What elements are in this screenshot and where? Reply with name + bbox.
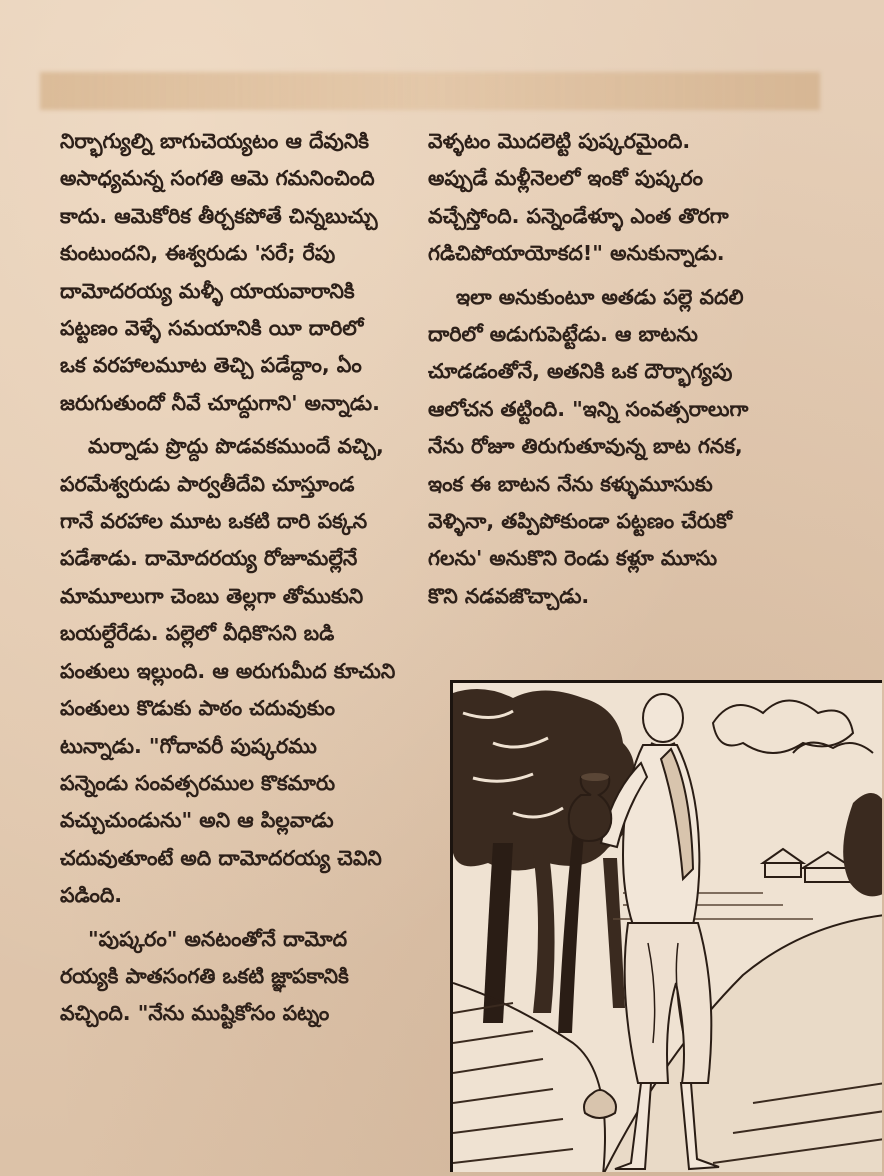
left-paragraph-2: మర్నాడు ప్రొద్దు పొడవకముందే వచ్చి, పరమేశ్వరుడు పార్వతీదేవి చూస్తూండ గానే వరహాల మూట ఒకటి దారి పక్కన పడేశాడు. దామోదరయ్య రోజూమల్లేనే మామూలుగా చెంబు తెల్లగా తోముకుని బయల్దేరేడు. పల్లెలో వీధికొసని బడి పంతులు ఇల్లుంది. ఆ అరుగుమీద కూచుని పంతులు కొడుకు పాఠం చదువుకుం టున్నాడు. "గోదావరీ పుష్కరము పన్నెండు సంవత్సరముల కొకమారు వచ్చుచుండును" అని ఆ పిల్లవాడు చదువుతూంటే అది దామోదరయ్య చెవిని పడింది. xyxy=(60,434,396,908)
right-text-column xyxy=(428,123,788,643)
brahmin-walking-illustration xyxy=(450,680,882,1172)
left-text-column xyxy=(60,123,412,1043)
left-paragraph-3: "పుష్కరం" అనటంతోనే దామోద రయ్యకి పాతసంగతి ఒకటి జ్ఞాపకానికి వచ్చింది. "నేను ముష్టికోసం పట్నం xyxy=(60,926,349,1026)
right-paragraph-1: వెళ్ళటం మొదలెట్టి పుష్కరమైంది. అప్పుడే మళ్లీనెలలో ఇంకో పుష్కరం వచ్చేస్తోంది. పన్నెండేళ్ళూ ఎంత తొరగా గడిచిపోయాయోకద!" అనుకున్నాడు. xyxy=(428,129,729,266)
right-paragraph-2: ఇలా అనుకుంటూ అతడు పల్లె వదలి దారిలో అడుగుపెట్టేడు. ఆ బాటను చూడడంతోనే, అతనికి ఒక దౌర్భాగ్యపు ఆలోచన తట్టింది. "ఇన్ని సంవత్సరాలుగా నేను రోజూ తిరుగుతూవున్న బాట గనక, ఇంక ఈ బాటన నేను కళ్ళుమూసుకు వెళ్ళినా, తప్పిపోకుండా పట్టణం చేరుకో గలను' అనుకొని రెండు కళ్లూ మూసు కొని నడవజొచ్చాడు. xyxy=(428,284,749,608)
brahmin-walking-with-pot-icon xyxy=(453,683,882,1172)
left-paragraph-1: నిర్భాగ్యుల్ని బాగుచెయ్యటం ఆ దేవునికి అసాధ్యమన్న సంగతి ఆమె గమనించింది కాదు. ఆమెకోరిక తీర్చకపోతే చిన్నబుచ్చు కుంటుందని, ఈశ్వరుడు 'సరే; రేపు దామోదరయ్య మళ్ళీ యాయవారానికి పట్టణం వెళ్ళే సమయానికి యీ దారిలో ఒక వరహాలమూట తెచ్చి పడేద్దాం, ఏం జరుగుతుందో నీవే చూద్దుగాని' అన్నాడు. xyxy=(60,129,380,415)
page-header-band xyxy=(40,72,820,110)
